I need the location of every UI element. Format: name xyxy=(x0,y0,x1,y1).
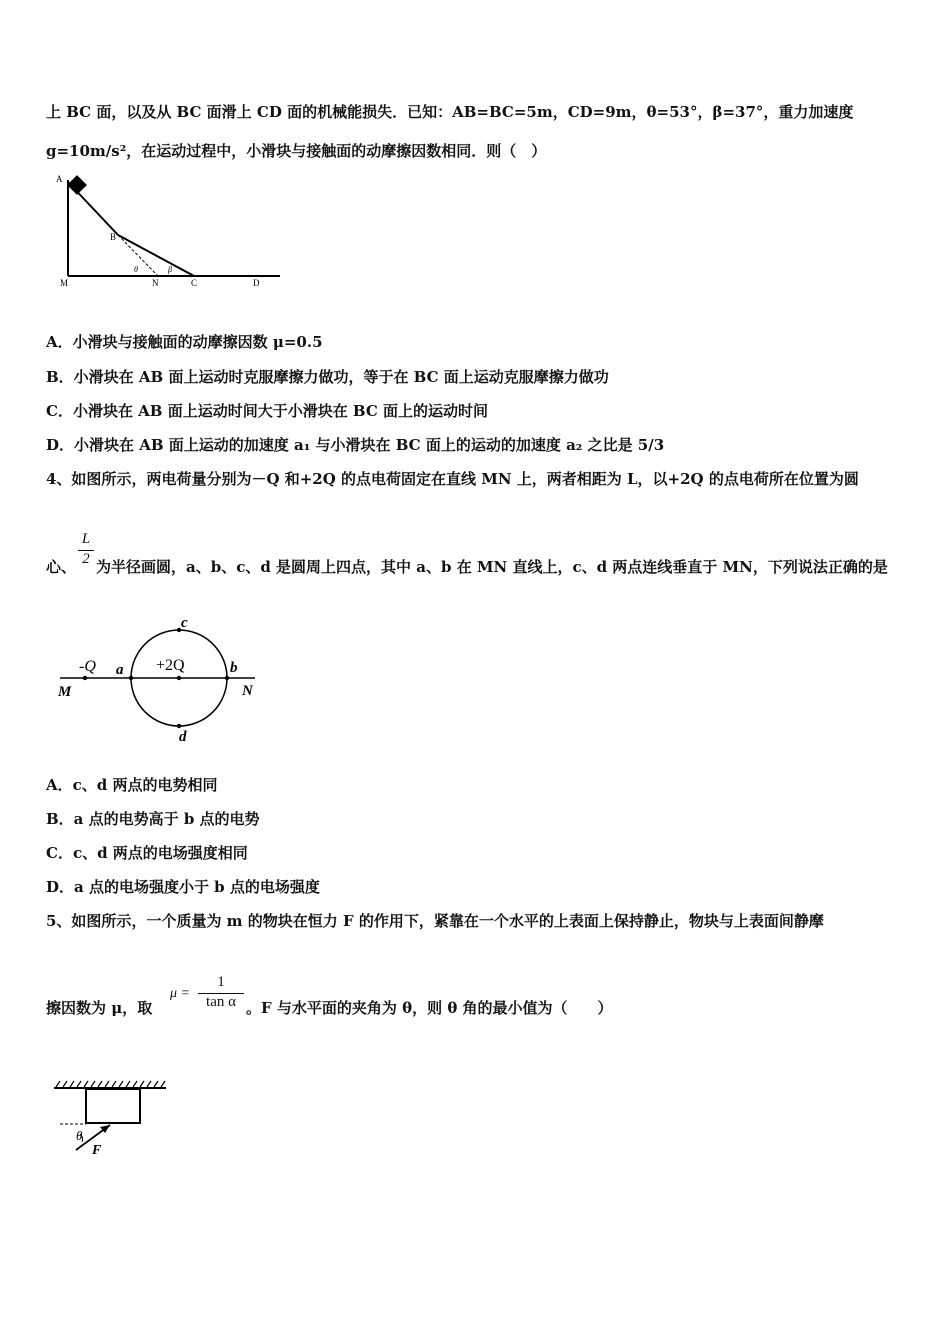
label-negQ: -Q xyxy=(79,658,96,675)
q3-option-a: A．小滑块与接触面的动摩擦因数 μ=0.5 xyxy=(46,333,323,351)
label-N: N xyxy=(242,683,253,699)
label-c: c xyxy=(181,615,188,631)
q3-option-c: C．小滑块在 AB 面上运动时间大于小滑块在 BC 面上的运动时间 xyxy=(46,402,489,420)
q5-text-line-2a: 擦因数为 μ，取 xyxy=(46,999,153,1017)
q5-fraction xyxy=(198,974,244,1011)
q5-text-line-1: 5、如图所示，一个质量为 m 的物块在恒力 F 的作用下，紧靠在一个水平的上表面上保持静止，物块与上表面间静摩 xyxy=(46,912,824,930)
label-D: D xyxy=(253,278,260,288)
q4-fraction xyxy=(78,531,94,568)
q4-frac-numerator: L xyxy=(81,531,91,547)
label-F: F xyxy=(92,1143,102,1158)
block-ceiling-figure xyxy=(50,1078,180,1158)
label-M: M xyxy=(60,278,69,288)
q5-frac-denominator: tan α xyxy=(198,993,244,1011)
q4-text-line-2: 为半径画圆，a、b、c、d 是圆周上四点，其中 a、b 在 MN 直线上，c、d 两点连线垂直于 MN，下列说法正确的是 xyxy=(96,558,888,576)
q4-option-b: B．a 点的电势高于 b 点的电势 xyxy=(46,810,260,828)
q3-text-line-1: 上 BC 面，以及从 BC 面滑上 CD 面的机械能损失．已知：AB=BC=5m，CD=9m，θ=53°，β=37°，重力加速度 xyxy=(46,103,854,121)
label-b: b xyxy=(230,660,238,676)
incline-figure xyxy=(50,170,290,290)
q4-option-c: C．c、d 两点的电场强度相同 xyxy=(46,844,248,862)
label-beta: β xyxy=(168,265,172,274)
label-a: a xyxy=(116,662,124,678)
label-theta: θ xyxy=(134,265,138,274)
q4-option-d: D．a 点的电场强度小于 b 点的电场强度 xyxy=(46,878,320,896)
label-A: A xyxy=(56,174,63,184)
charge-circle-figure xyxy=(50,612,270,747)
label-posQ: +2Q xyxy=(156,657,185,674)
label-theta: θ xyxy=(76,1128,83,1143)
block xyxy=(86,1089,140,1123)
slider-block xyxy=(67,175,87,195)
q4-text-line-1: 4、如图所示，两电荷量分别为－Q 和+2Q 的点电荷固定在直线 MN 上，两者相距为 L，以+2Q 的点电荷所在位置为圆 xyxy=(46,470,859,488)
q4-option-a: A．c、d 两点的电势相同 xyxy=(46,776,218,794)
q5-frac-numerator: 1 xyxy=(217,974,225,990)
label-N: N xyxy=(152,278,159,288)
q3-text-line-2: g=10m/s²，在运动过程中，小滑块与接触面的动摩擦因数相同．则（ ） xyxy=(46,142,547,160)
q5-text-line-2b: 。F 与水平面的夹角为 θ，则 θ 角的最小值为（ ） xyxy=(246,999,613,1017)
label-d: d xyxy=(179,729,187,745)
label-B: B xyxy=(110,232,117,242)
q4-frac-denominator: 2 xyxy=(78,550,94,568)
q3-option-d: D．小滑块在 AB 面上运动的加速度 a₁ 与小滑块在 BC 面上的运动的加速度 a₂ 之比是 5/3 xyxy=(46,436,665,454)
q5-mu-eq: μ = xyxy=(170,986,190,1001)
label-C: C xyxy=(191,278,198,288)
q4-line-2-pre: 心、 xyxy=(46,558,77,576)
q3-option-b: B．小滑块在 AB 面上运动时克服摩擦力做功，等于在 BC 面上运动克服摩擦力做功 xyxy=(46,368,609,386)
label-M: M xyxy=(58,684,72,700)
